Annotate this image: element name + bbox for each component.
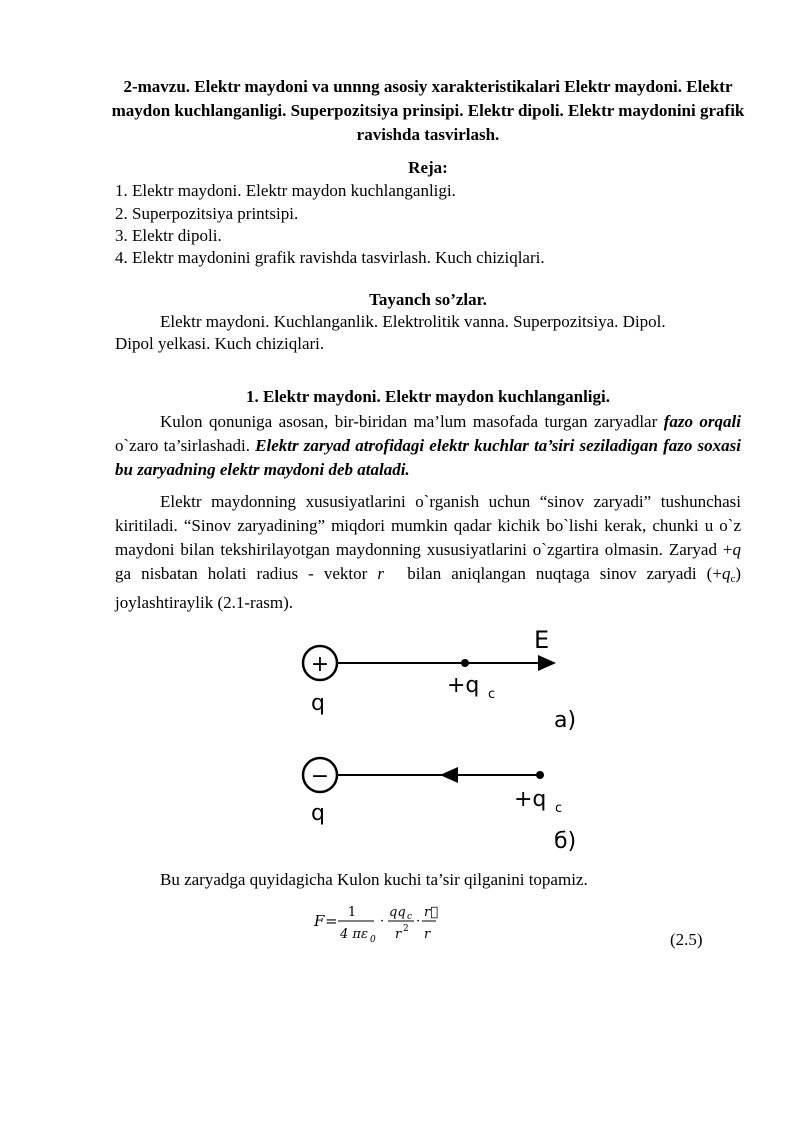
formula-den-3: r: [424, 927, 431, 942]
test-point-top: [461, 659, 469, 667]
paragraph-2-text-c: bilan aniqlangan nuqtaga sinov zaryadi (+: [397, 564, 722, 583]
figure-tag-b: б): [554, 829, 577, 854]
figure-tag-a: a): [554, 708, 577, 733]
paragraph-2-text-a: Elektr maydonning xususiyatlarini o`rganish uchun “sinov zaryadi” tushunchasi kiritiladi. “Sinov zaryadining” miqdori mumkin qadar kichik bo`lishi kerak, chunki u o`z maydoni bilan tekshirilayotgan maydonning xususiyatlarini o`zgartira olmasin. Zaryad +: [115, 492, 741, 559]
page-title: 2-mavzu. Elektr maydoni va unnng asosiy xarakteristikalari Elektr maydoni. Elektr maydon kuchlanganligi. Superpozitsiya prinsipi. Elektr dipoli. Elektr maydonini grafik ravishda tasvirlash.: [111, 77, 745, 144]
plan-item-3: 3. Elektr dipoli.: [115, 226, 222, 245]
source-charge-label-bottom: q: [311, 801, 325, 826]
formula-num-2: qq: [389, 905, 406, 920]
keywords-line-2: Dipol yelkasi. Kuch chiziqlari.: [115, 334, 325, 353]
test-charge-label-top: +q: [447, 673, 480, 698]
paragraph-1: [115, 410, 741, 482]
negative-sign: −: [310, 764, 330, 789]
test-charge-sub-bottom: c: [555, 801, 563, 816]
test-charge-symbol: q: [721, 564, 731, 583]
paragraph-1-emph-a: fazo orqali: [663, 412, 741, 431]
positive-sign: +: [310, 652, 330, 677]
formula-num-1: 1: [347, 905, 357, 920]
field-arrow-inward: [440, 767, 458, 783]
formula-num-3: r⃗: [424, 905, 439, 920]
plan-item-2: 2. Superpozitsiya printsipi.: [115, 204, 299, 223]
plan-heading: Reja:: [408, 158, 448, 177]
paragraph-2-text-d: ) joylashtiraylik (2.1-rasm).: [115, 564, 741, 612]
formula-den-2-sup: 2: [403, 924, 409, 934]
formula-equals: =: [325, 912, 338, 930]
figure-2-1: [290, 620, 600, 860]
paragraph-2-text-b: ga nisbatan holati radius - vektor: [115, 564, 378, 583]
paragraph-2: [115, 490, 741, 615]
section-heading: 1. Elektr maydoni. Elektr maydon kuchlanganligi.: [246, 387, 610, 406]
plan-item-1: 1. Elektr maydoni. Elektr maydon kuchlanganligi.: [115, 181, 456, 200]
field-label-e: E: [534, 626, 550, 654]
test-charge-sub-top: c: [488, 687, 496, 702]
keywords-heading: Tayanch so’zlar.: [369, 290, 487, 309]
formula-dot-2: ·: [416, 914, 421, 929]
formula-num-2-sub: c: [407, 912, 413, 922]
formula-lhs: F: [314, 912, 325, 930]
plan-item-4: 4. Elektr maydonini grafik ravishda tasvirlash. Kuch chiziqlari.: [115, 248, 545, 267]
paragraph-1-definition: Elektr zaryad atrofidagi elektr kuchlar ta’siri seziladigan fazo soxasi bu zaryadning elektr maydoni deb ataladi.: [115, 436, 741, 479]
charge-symbol: q: [732, 540, 741, 559]
formula-den-2: r: [395, 927, 402, 942]
test-charge-label-bottom: +q: [514, 787, 547, 812]
paragraph-1-text-b: o`zaro ta’sirlashadi.: [115, 436, 256, 455]
coulomb-formula: [312, 898, 452, 948]
formula-dot-1: ·: [380, 914, 385, 929]
formula-den-1-sub: 0: [370, 935, 376, 945]
source-charge-label-top: q: [311, 691, 325, 716]
paragraph-3: Bu zaryadga quyidagicha Kulon kuchi ta’sir qilganini topamiz.: [160, 870, 588, 889]
keywords-line-1: Elektr maydoni. Kuchlanganlik. Elektrolitik vanna. Superpozitsiya. Dipol.: [160, 312, 666, 331]
test-point-bottom: [536, 771, 544, 779]
test-charge-subscript: c: [730, 573, 736, 585]
field-arrow-outward: [538, 655, 556, 671]
formula-den-1: 4 πε: [340, 927, 368, 942]
paragraph-1-text-a: Kulon qonuniga asosan, bir-biridan ma’lum masofada turgan zaryadlar: [160, 412, 664, 431]
radius-vector-symbol: r⃗: [377, 564, 398, 583]
formula-graphic: [312, 898, 452, 948]
field-diagram: [290, 620, 600, 860]
equation-number: (2.5): [670, 930, 703, 949]
